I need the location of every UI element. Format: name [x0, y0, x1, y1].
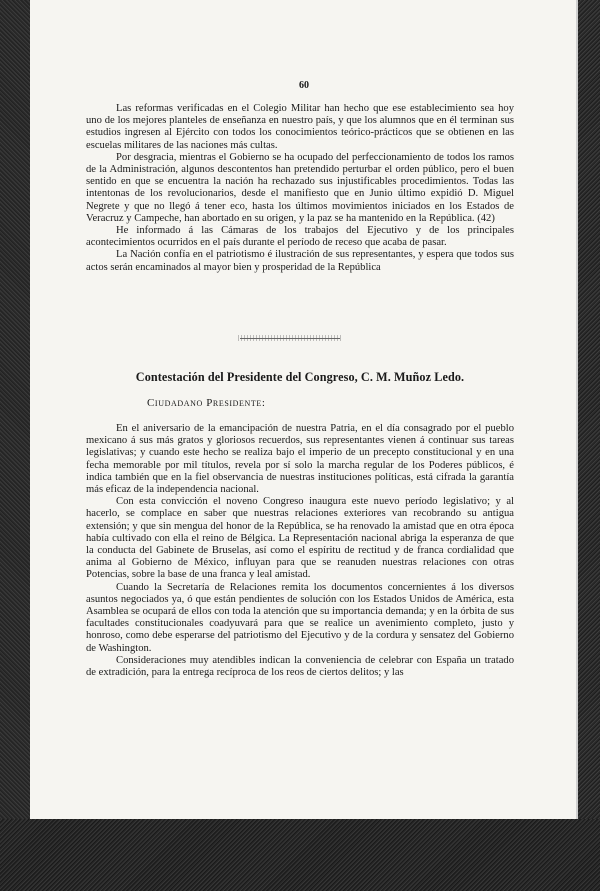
paragraph: En el aniversario de la emancipación de nuestra Patria, en el día consagrado por el pueblo mexicano á sus más gratos y gloriosos recuerdos, sus representantes vienen á continuar sus tareas legislativas; y cuando este hecho se realiza bajo el imperio de un precepto constitucional y en una fecha memorable por mil títulos, revela por sí solo la marcha regular de los Poderes públicos, é indica también que en la fiel observancia de nuestras instituciones políticas, está cifrada la garantía más eficaz de la independencia nacional. [86, 423, 514, 496]
scan-right-edge [578, 0, 600, 891]
paragraph: He informado á las Cámaras de los trabajos del Ejecutivo y de los principales acontecimientos ocurridos en el país durante el período de receso que acaba de pasar. [86, 225, 514, 249]
paragraph: Con esta convicción el noveno Congreso inaugura este nuevo período legislativo; y al hacerlo, se complace en saber que nuestras relaciones exteriores van recobrando su antigua extensión; y que sin mengua del honor de la República, se ha renovado la amistad que en otra época había cultivado con ella el reino de Bélgica. La Representación nacional abriga la esperanza de que la conducta del Gabinete de Bruselas, así como el espíritu de rectitud y de franca cordialidad que anima al Gobierno de México, influyan para que se reanuden nuestras relaciones con otras Potencias, sobre la base de una franca y leal amistad. [86, 496, 514, 581]
scan-left-edge [0, 0, 30, 891]
scan-bottom-edge [0, 819, 600, 891]
text-block-bottom [86, 423, 514, 679]
paragraph: Consideraciones muy atendibles indican la conveniencia de celebrar con España un tratado de extradición, para la entrega recíproca de los reos de ciertos delitos; y las [86, 654, 514, 679]
paragraph: Cuando la Secretaría de Relaciones remita los documentos concernientes á los diversos asuntos negociados ya, ó que están pendientes de solución con los Estados Unidos de América, esta Asamblea se ocupará de ellos con toda la atención que su importancia demanda; y en la órbita de sus facultades constitucionales coadyuvará para que se realice un avenimiento completo, justo y honroso, como debe esperarse del patriotismo del Ejecutivo y de la cordura y sensatez del Gobierno de Washington. [86, 581, 514, 654]
paragraph: La Nación confía en el patriotismo é ilustración de sus representantes, y espera que todos sus actos serán encaminados al mayor bien y prosperidad de la República [86, 249, 514, 273]
salutation: Ciudadano Presidente: [147, 397, 266, 409]
paragraph: Por desgracia, mientras el Gobierno se ha ocupado del perfeccionamiento de todos los ramos de la Administración, algunos descontentos han pretendido perturbar el orden público, pero el buen sentido en que se encuentra la nación ha rechazado sus injustificables procedimientos. Todas las intentonas de los revolucionarios, desde el manifiesto que en Junio último expidió D. Miguel Negrete y que no llegó á tener eco, hasta los últimos movimientos iniciados en los Estados de Veracruz y Campeche, han abortado en su origen, y la paz se ha mantenido en la República. (42) [86, 151, 514, 224]
document-page [30, 0, 578, 819]
page-number: 60 [299, 80, 309, 91]
section-heading: Contestación del Presidente del Congreso, C. M. Muñoz Ledo. [135, 370, 465, 384]
text-block-top [86, 103, 514, 274]
section-divider [240, 338, 340, 339]
paragraph: Las reformas verificadas en el Colegio Militar han hecho que ese establecimiento sea hoy uno de los mejores planteles de enseñanza en nuestro país, y que los alumnos que en él terminan sus estudios ingresen al Ejército con todos los conocimientos teórico-prácticos que se obtienen en las escuelas militares de las naciones más cultas. [86, 103, 514, 151]
